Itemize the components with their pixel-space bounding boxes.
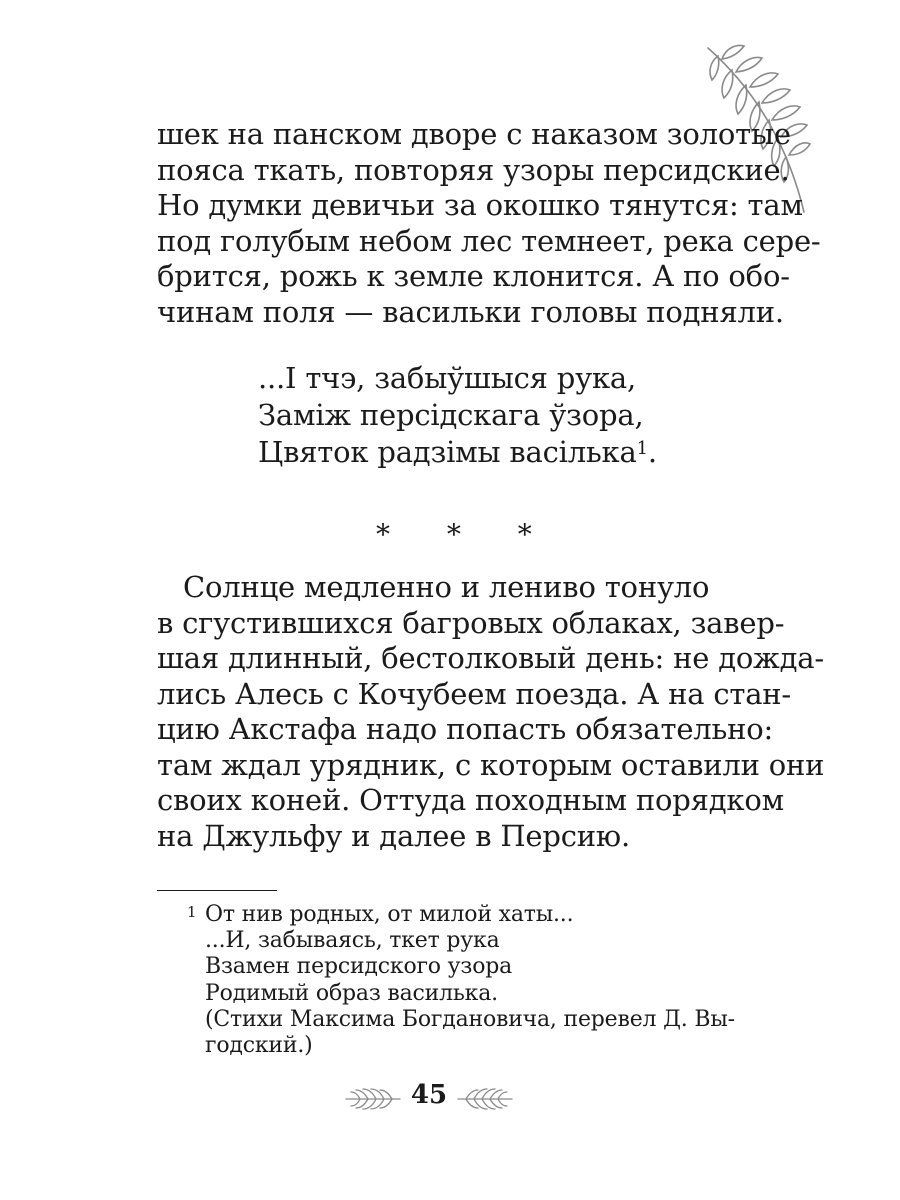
text-line: пояса ткать, повторяя узоры персидские.: [157, 152, 790, 187]
text-line: Солнце медленно и лениво тонуло: [183, 570, 710, 604]
page-footer: [340, 1078, 560, 1118]
footnote-reference[interactable]: 1: [636, 438, 648, 459]
section-separator: * * *: [376, 518, 556, 551]
footnote-line: Взамен персидского узора: [205, 954, 513, 980]
text-line: в сгустившихся багровых облаках, завер-: [157, 605, 785, 640]
paragraph: [157, 570, 825, 854]
poem-line-text: Цвяток радзімы васілька: [258, 435, 637, 469]
footnote-line: ...И, забываясь, ткет рука: [205, 928, 500, 954]
text-line: под голубым небом лес темнеет, река сере-: [157, 223, 821, 258]
text-line: Но думки девичьи за окошко тянутся: там: [157, 188, 803, 222]
text-line: лись Алесь с Кочубеем поезда. А на стан-: [157, 676, 792, 711]
text-line: брится, рожь к земле клонится. А по обо-: [157, 259, 790, 293]
text-line: чинам поля — васильки головы подняли.: [157, 294, 784, 329]
text-line: там ждал урядник, с которым оставили они: [157, 747, 825, 782]
footnote-marker: 1: [187, 903, 197, 921]
text-line: шек на панском дворе с наказом золотые: [157, 117, 791, 151]
footnote-divider: [157, 890, 277, 891]
footnote-line: (Стихи Максима Богдановича, перевел Д. Вы-: [205, 1006, 735, 1032]
poem-line: Заміж персідскага ўзора,: [258, 398, 644, 432]
poem-line: ...І тчэ, забыўшыся рука,: [258, 361, 636, 395]
page-number: 45: [410, 1080, 448, 1110]
text-line: шая длинный, бестолковый день: не дожда-: [157, 641, 824, 675]
footnote: [205, 902, 735, 1059]
text-line: на Джульфу и далее в Персию.: [157, 818, 630, 853]
poem-line-last: [258, 434, 657, 471]
footnote-line: От нив родных, от милой хаты...: [205, 902, 574, 927]
text-line: своих коней. Оттуда походным порядком: [157, 783, 784, 817]
paragraph-continued: [157, 117, 821, 330]
footnote-line: Родимый образ василька.: [205, 980, 498, 1006]
poem-stanza: [258, 360, 657, 471]
leaf-sprig-icon: [344, 1086, 402, 1112]
leaf-sprig-icon: [456, 1086, 514, 1112]
poem-end-punctuation: .: [647, 435, 657, 469]
text-line: цию Акстафа надо попасть обязательно:: [157, 712, 774, 746]
footnote-line: годский.): [205, 1033, 313, 1059]
